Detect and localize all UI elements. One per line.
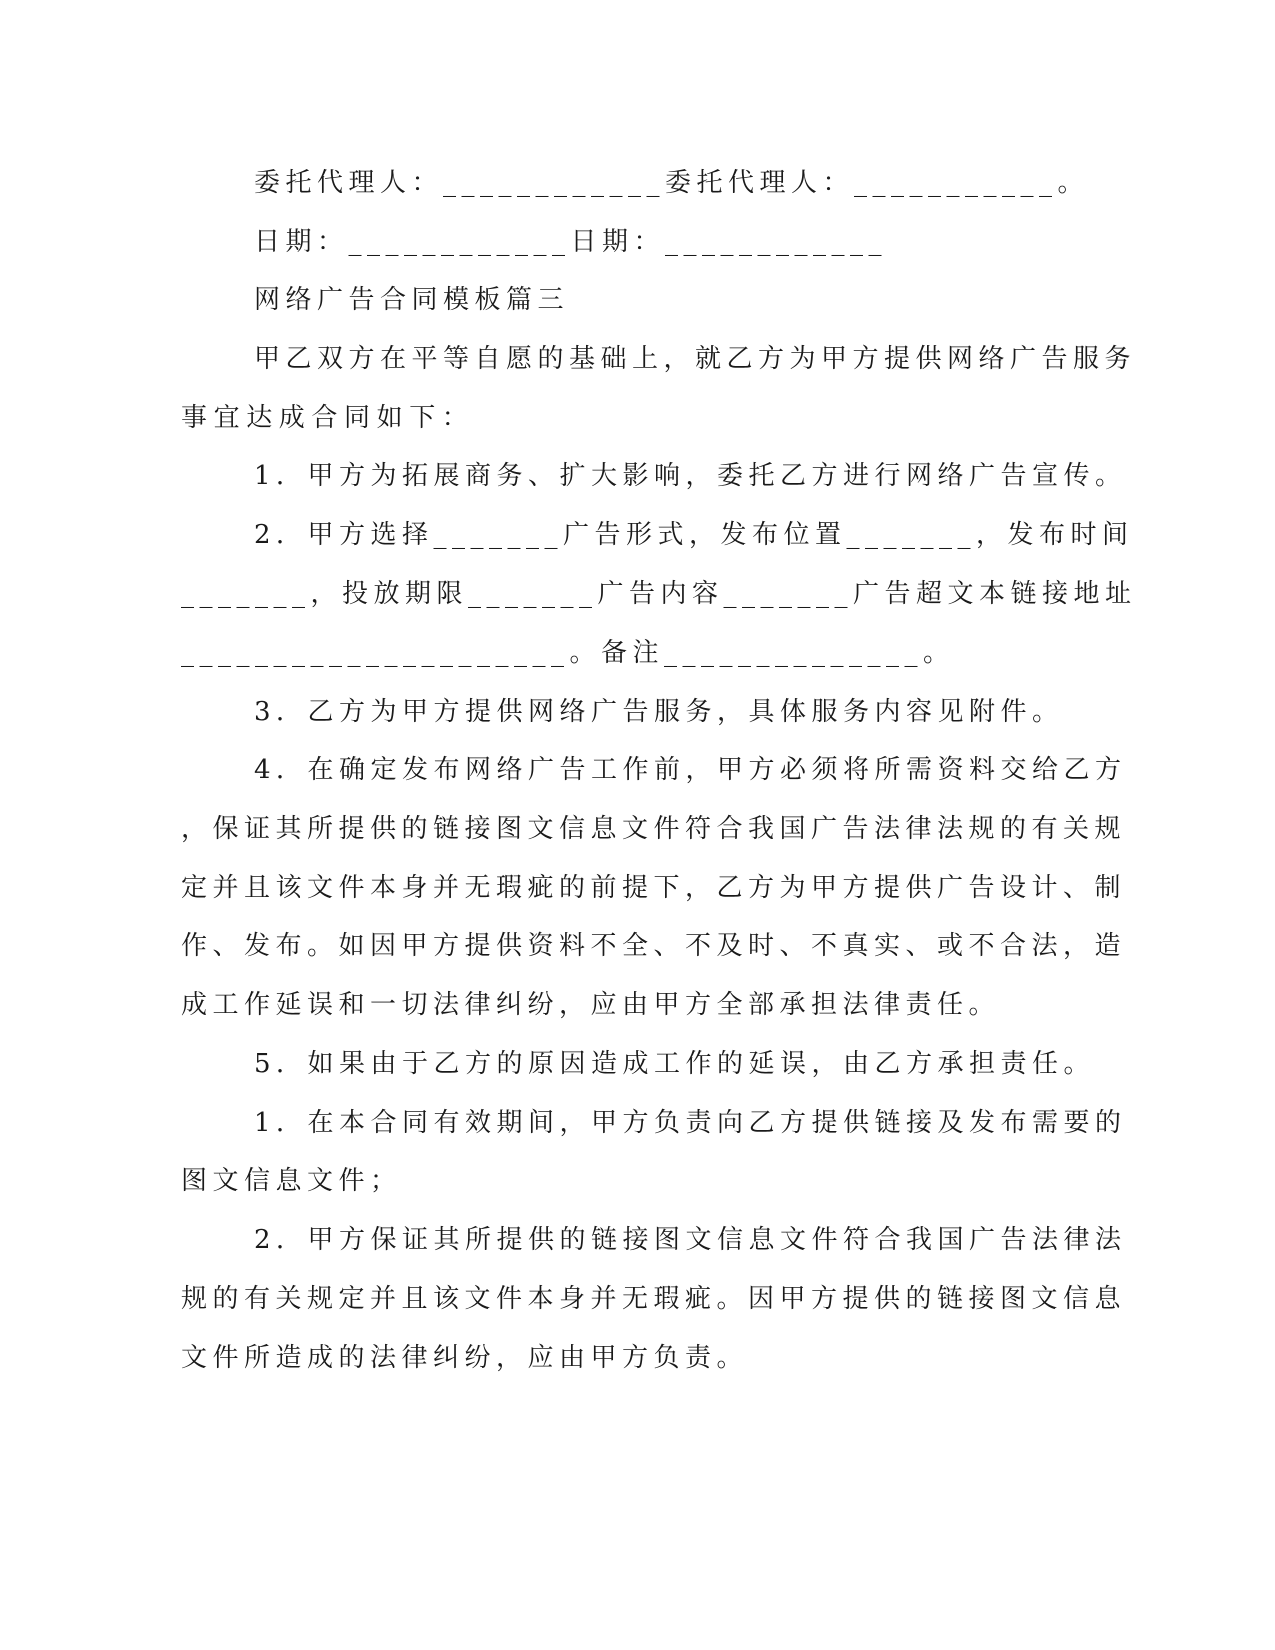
- section-heading: 网络广告合同模板篇三: [254, 285, 570, 315]
- para-5-line-4: 作、发布。如因甲方提供资料不全、不及时、不真实、或不合法，造: [181, 931, 1127, 961]
- para-7-line-2: 图文信息文件；: [181, 1166, 402, 1196]
- para-8-line-3: 文件所造成的法律纠纷，应由甲方负责。: [181, 1343, 749, 1373]
- para-5-line-1: 4．在确定发布网络广告工作前，甲方必须将所需资料交给乙方: [254, 755, 1127, 785]
- para-3-line-3: _____________________。备注______________。: [181, 638, 955, 668]
- para-1-line-2: 事宜达成合同如下：: [181, 403, 475, 433]
- para-4-line-1: 3．乙方为甲方提供网络广告服务，具体服务内容见附件。: [254, 697, 1064, 727]
- para-6-line-1: 5．如果由于乙方的原因造成工作的延误，由乙方承担责任。: [254, 1049, 1096, 1079]
- para-5-line-3: 定并且该文件本身并无瑕疵的前提下，乙方为甲方提供广告设计、制: [181, 873, 1127, 903]
- signature-line-agent: 委托代理人：____________委托代理人：___________。: [254, 168, 1090, 198]
- para-2-line-1: 1．甲方为拓展商务、扩大影响，委托乙方进行网络广告宣传。: [254, 461, 1127, 491]
- para-5-line-5: 成工作延误和一切法律纠纷，应由甲方全部承担法律责任。: [181, 990, 1001, 1020]
- para-3-line-1: 2．甲方选择_______广告形式，发布位置_______，发布时间: [254, 520, 1134, 550]
- para-3-line-2: _______，投放期限_______广告内容_______广告超文本链接地址: [181, 579, 1137, 609]
- para-8-line-2: 规的有关规定并且该文件本身并无瑕疵。因甲方提供的链接图文信息: [181, 1284, 1127, 1314]
- signature-line-date: 日期：____________日期：____________: [254, 227, 888, 257]
- para-1-line-1: 甲乙双方在平等自愿的基础上，就乙方为甲方提供网络广告服务: [254, 344, 1137, 374]
- para-8-line-1: 2．甲方保证其所提供的链接图文信息文件符合我国广告法律法: [254, 1225, 1127, 1255]
- para-7-line-1: 1．在本合同有效期间，甲方负责向乙方提供链接及发布需要的: [254, 1108, 1127, 1138]
- para-5-line-2: ，保证其所提供的链接图文信息文件符合我国广告法律法规的有关规: [181, 814, 1127, 844]
